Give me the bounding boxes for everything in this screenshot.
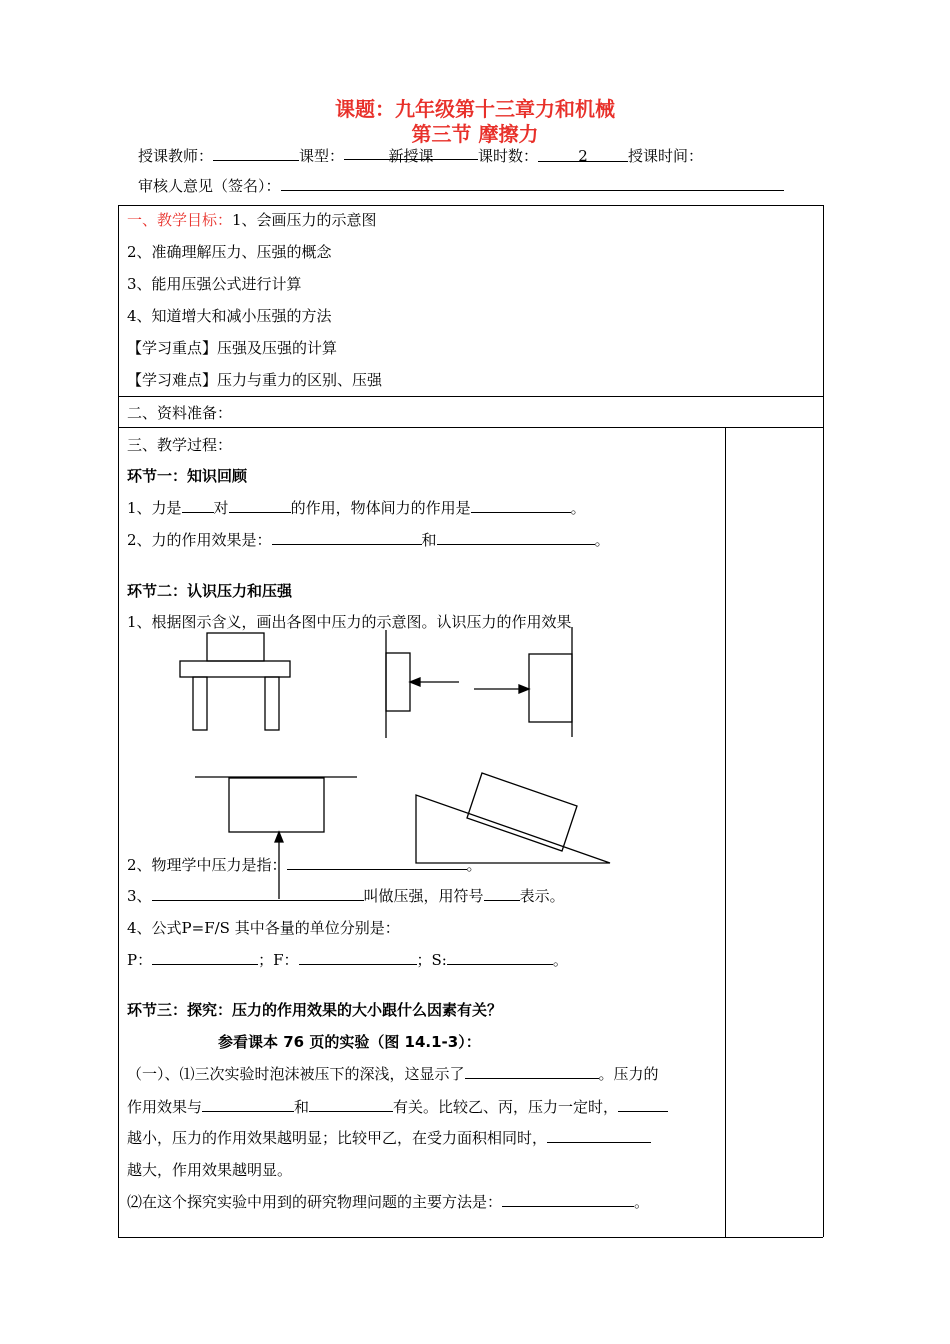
key-point: 【学习重点】压强及压强的计算 (127, 339, 338, 357)
step2-question-2 (127, 854, 482, 875)
hours-label: 课时数： (478, 147, 539, 165)
teacher-label: 授课教师： (138, 147, 214, 165)
p2-text-c: 有关。比较乙、丙，压力一定时， (393, 1098, 619, 1116)
objectives-heading: 一、教学目标： (127, 211, 233, 229)
unit-f-label: ；F： (258, 951, 299, 969)
step2-question-4: 4、公式P=F/S 其中各量的单位分别是： (127, 919, 400, 937)
arrowhead-up (275, 832, 283, 842)
pressure-force-blank[interactable] (287, 855, 467, 870)
page-subtitle: 第三节 摩擦力 (411, 122, 539, 146)
block-on-ceiling (229, 778, 324, 832)
step3-reference: 参看课本 76 页的实验（图 14.1-3）： (218, 1033, 481, 1051)
p2-text-a: 作用效果与 (127, 1098, 203, 1116)
block-on-table (207, 633, 264, 661)
p1-text-a: （一）、⑴三次实验时泡沫被压下的深浅，这显示了 (127, 1065, 465, 1083)
q3-text-b: 叫做压强，用符号 (363, 887, 484, 905)
q1-text-b: 对 (213, 499, 229, 517)
hours-value: 2 (538, 147, 628, 162)
ceiling-push-diagram (195, 777, 357, 899)
unit-p-blank[interactable] (152, 950, 258, 965)
table-with-block-diagram (180, 633, 290, 730)
page-title: 课题：九年级第十三章力和机械 (335, 97, 615, 121)
materials-heading: 二、资料准备： (127, 404, 233, 422)
unit-f-blank[interactable] (299, 950, 417, 965)
objective-item-1: 1、会画压力的示意图 (232, 211, 377, 229)
objective-item-4: 4、知道增大和减小压强的方法 (127, 307, 332, 325)
step1-title: 环节一：知识回顾 (127, 467, 248, 485)
q3-text-c: 表示。 (519, 887, 565, 905)
objective-item-3: 3、能用压强公式进行计算 (127, 275, 302, 293)
p3-blank[interactable] (547, 1128, 651, 1143)
q2-text-c: 。 (594, 531, 610, 549)
table-leg-right (265, 677, 279, 730)
objective-item-2: 2、准确理解压力、压强的概念 (127, 243, 332, 261)
q1-text-a: 1、力是 (127, 499, 182, 517)
p1-text-b: 。压力的 (598, 1065, 659, 1083)
method-blank[interactable] (502, 1192, 634, 1207)
step2-title: 环节二：认识压力和压强 (127, 582, 293, 600)
unit-p-label: P： (127, 951, 153, 969)
type-value: 新授课 (344, 145, 478, 160)
q2-text-b: 和 (421, 531, 437, 549)
step3-title: 环节三：探究：压力的作用效果的大小跟什么因素有关？ (127, 1001, 503, 1019)
step3-line-5 (127, 1191, 649, 1212)
p2-text-b: 和 (294, 1098, 310, 1116)
unit-s-blank[interactable] (447, 950, 553, 965)
p5-text-b: 。 (634, 1193, 650, 1211)
time-label: 授课时间： (628, 147, 704, 165)
step3-line-4: 越大，作用效果越明显。 (127, 1161, 293, 1179)
process-heading: 三、教学过程： (127, 436, 233, 454)
step3-line-2 (127, 1096, 668, 1117)
unit-s-label: ；S: (416, 951, 447, 969)
arrowhead-left (410, 678, 420, 686)
q2-definition-text: 2、物理学中压力是指： (127, 856, 287, 874)
right-wall-push-diagram (474, 627, 572, 737)
block-on-incline (467, 773, 577, 851)
units-line (127, 949, 568, 970)
q3-text-a: 3、 (127, 887, 152, 905)
review-label: 审核人意见（签名）： (138, 177, 281, 195)
p1-blank[interactable] (465, 1064, 599, 1079)
inclined-plane (416, 795, 610, 863)
incline-diagram (416, 773, 610, 863)
p3-text-a: 越小，压力的作用效果越明显；比较甲乙，在受力面积相同时， (127, 1129, 548, 1147)
pressure-symbol-blank[interactable] (484, 886, 520, 901)
table-top (180, 661, 290, 677)
p2-blank-1[interactable] (202, 1097, 294, 1112)
step3-line-1 (127, 1063, 659, 1084)
q1-text-c: 的作用，物体间力的作用是 (290, 499, 471, 517)
left-wall-push-diagram (386, 630, 459, 738)
type-label: 课型： (299, 147, 345, 165)
arrowhead-right (519, 685, 529, 693)
block-on-right-wall (529, 654, 572, 722)
difficulty-point: 【学习难点】压力与重力的区别、压强 (127, 371, 383, 389)
p2-blank-2[interactable] (309, 1097, 393, 1112)
p5-text-a: ⑵在这个探究实验中用到的研究物理问题的主要方法是： (127, 1193, 503, 1211)
step3-line-3 (127, 1127, 651, 1148)
step2-question-3 (127, 885, 565, 906)
step2-question-1: 1、根据图示含义，画出各图中压力的示意图。认识压力的作用效果 (127, 613, 572, 631)
units-end: 。 (552, 951, 568, 969)
q2-text-a: 2、力的作用效果是： (127, 531, 272, 549)
p2-blank-3[interactable] (618, 1097, 668, 1112)
table-leg-left (193, 677, 207, 730)
q1-text-d: 。 (570, 499, 586, 517)
pressure-definition-blank[interactable] (152, 886, 364, 901)
block-on-left-wall (386, 653, 410, 711)
q2-definition-end: 。 (466, 856, 482, 874)
